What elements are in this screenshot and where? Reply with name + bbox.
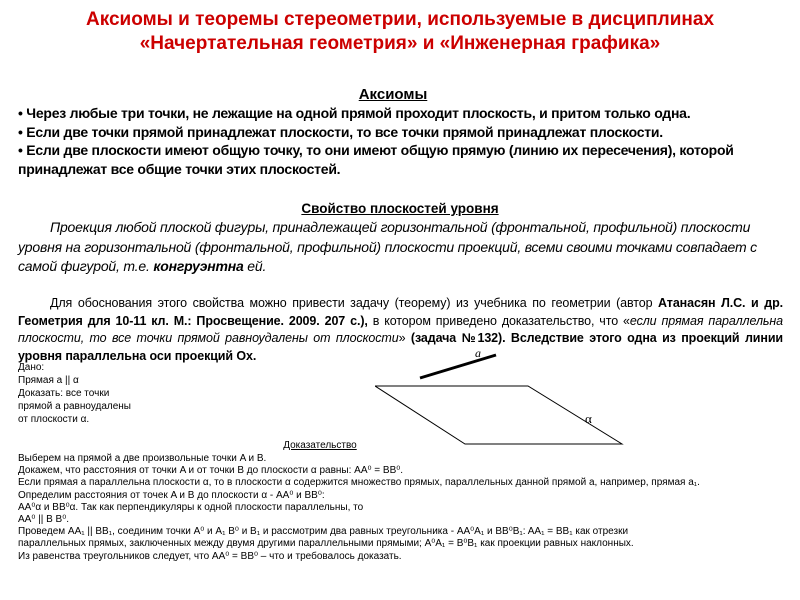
axiom-item: • Если две плоскости имеют общую точку, то они имеют общую прямую (линию их пересечения), которой принадлежат все общие точки этих плоскостей. — [18, 142, 734, 177]
property-text — [18, 218, 783, 277]
proof-line: Выберем на прямой a две произвольные точки A и B. — [18, 453, 267, 464]
theorem-quote: если прямая параллельна плоскости, то все точки прямой равноудалены от плоскости — [18, 313, 783, 345]
proof-line: Проведем AA₁ || BB₁, соединим точки A⁰ и A₁ B⁰ и B₁ и рассмотрим два равных треугольника - AA⁰A₁ и BB⁰B₁: AA₁ = BB₁ как отрезки — [18, 526, 629, 538]
proof-heading: Доказательство — [283, 440, 357, 451]
axioms-list — [18, 104, 793, 178]
title-line-2: «Начертательная геометрия» и «Инженерная графика» — [139, 33, 661, 54]
justification-part: в котором приведено доказательство, что « — [367, 313, 630, 328]
proof-block — [18, 453, 788, 563]
given-line: Прямая a || α — [18, 375, 79, 386]
given-block — [18, 361, 218, 426]
axiom-item: • Через любые три точки, не лежащие на одной прямой проходит плоскость, и притом только одна. — [18, 105, 691, 121]
textbook-reference: Атанасян Л.С. и др. Геометрия для 10-11 кл. М.: Просвещение. 2009. 207 с.), — [18, 296, 783, 328]
task-reference: (задача №132). Вследствие этого одна из проекций линии уровня параллельна оси проекций Ox. — [18, 331, 783, 363]
proof-line: AA⁰ || B B⁰. — [18, 514, 70, 526]
proof-line: Из равенства треугольников следует, что AA⁰ = BB⁰ – что и требовалось доказать. — [18, 550, 402, 562]
line-plane-figure — [375, 345, 635, 455]
title-line-1: Аксиомы и теоремы стереометрии, используемые в дисциплинах — [85, 9, 715, 30]
page-title — [0, 8, 800, 56]
line-a — [420, 355, 496, 378]
proof-line: параллельных прямых, заключенных между двумя другими параллельными прямыми; A⁰A₁ = B⁰B₁ как проекции равных наклонных. — [18, 538, 634, 550]
line-a-label: a — [475, 346, 481, 360]
property-main: Проекция любой плоской фигуры, принадлежащей горизонтальной (фронтальной, профильной) плоскости уровня на горизонтальной (фронтальной, профильной) плоскости проекций, всеми своими точками совпадает с самой фигурой, т.е. — [18, 219, 757, 274]
axioms-heading: Аксиомы — [358, 86, 428, 103]
justification-part: » — [398, 331, 411, 345]
proof-line: AA⁰α и BB⁰α. Так как перпендикуляры к одной плоскости параллельны, то — [18, 501, 364, 513]
proof-line: Определим расстояния от точек A и B до плоскости α - AA⁰ и BB⁰: — [18, 489, 325, 501]
proof-line: Если прямая a параллельна плоскости α, то в плоскости α содержится множество прямых, параллельных данной прямой a, например, прямая a₁. — [18, 477, 700, 489]
proof-line: Докажем, что расстояния от точки A и от точки B до плоскости α равны: AA⁰ = BB⁰. — [18, 465, 404, 477]
plane-alpha-label: α — [585, 411, 592, 426]
given-line: от плоскости α. — [18, 414, 90, 425]
given-line: Дано: — [18, 362, 45, 373]
axiom-item: • Если две точки прямой принадлежат плоскости, то все точки прямой принадлежат плоскости. — [18, 123, 663, 140]
given-line: прямой a равноудалены — [18, 401, 131, 412]
property-heading: Свойство плоскостей уровня — [301, 201, 499, 216]
property-congruent: конгруэнтна — [153, 258, 244, 274]
property-end: ей. — [243, 258, 267, 274]
justification-part: Для обоснования этого свойства можно привести задачу (теорему) из учебника по геометрии (автор — [50, 296, 659, 310]
given-line: Доказать: все точки — [18, 388, 110, 399]
